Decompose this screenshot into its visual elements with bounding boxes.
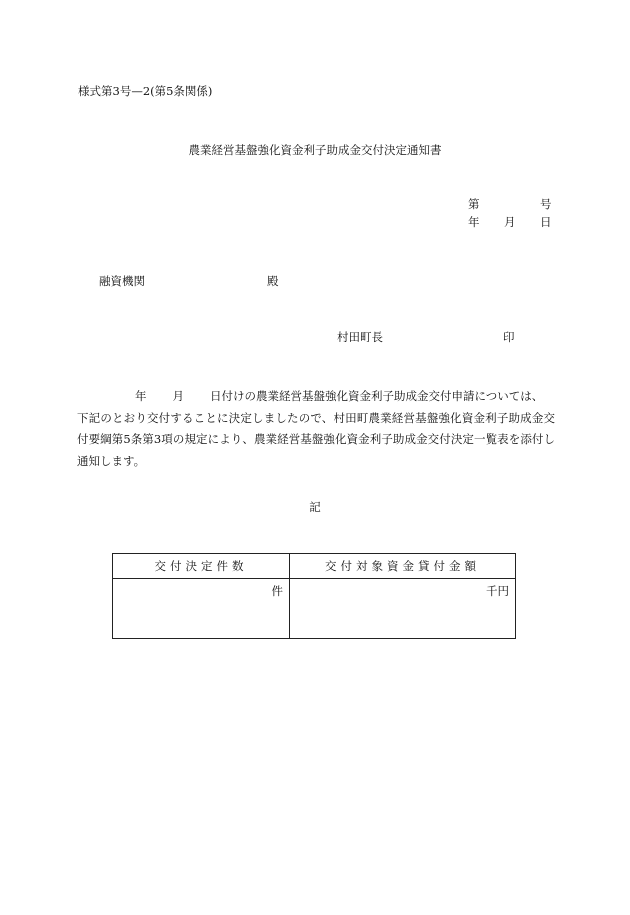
year-label: 年 xyxy=(468,215,480,229)
reference-date-block xyxy=(468,199,550,235)
number-prefix: 第 xyxy=(468,197,480,211)
month-label: 月 xyxy=(504,215,516,229)
header-decision-count: 交付決定件数 xyxy=(113,554,290,579)
document-title: 農業経営基盤強化資金利子助成金交付決定通知書 xyxy=(188,143,442,157)
body-date-line xyxy=(77,386,555,408)
body-year: 年 xyxy=(135,389,147,403)
addressee xyxy=(99,274,279,288)
notice-body xyxy=(77,386,555,472)
summary-header-row xyxy=(113,554,516,579)
count-unit: 件 xyxy=(271,584,283,598)
amount-unit: 千円 xyxy=(486,584,509,598)
loan-amount-cell xyxy=(290,579,516,639)
decision-count-cell xyxy=(113,579,290,639)
number-suffix: 号 xyxy=(540,197,552,211)
issuer-name: 村田町長 xyxy=(337,330,383,344)
issuer xyxy=(337,330,515,344)
honorific: 殿 xyxy=(267,274,279,288)
summary-table xyxy=(112,553,516,639)
body-day-text: 日付けの農業経営基盤強化資金利子助成金交付申請については、 xyxy=(210,389,544,403)
seal-mark: 印 xyxy=(503,330,515,344)
institution-label: 融資機関 xyxy=(99,274,145,288)
body-continuation: 下記のとおり交付することに決定しましたので、村田町農業経営基盤強化資金利子助成金交付要綱第5条第3項の規定により、農業経営基盤強化資金利子助成金交付決定一覧表を添付し通知します。 xyxy=(77,410,555,468)
body-month: 月 xyxy=(172,389,184,403)
reference-date-row xyxy=(468,217,550,235)
summary-value-row xyxy=(113,579,516,639)
header-loan-amount: 交付対象資金貸付金額 xyxy=(290,554,516,579)
day-label: 日 xyxy=(540,215,552,229)
form-number: 様式第3号—2(第5条関係) xyxy=(78,84,213,98)
ki-label: 記 xyxy=(309,500,321,514)
